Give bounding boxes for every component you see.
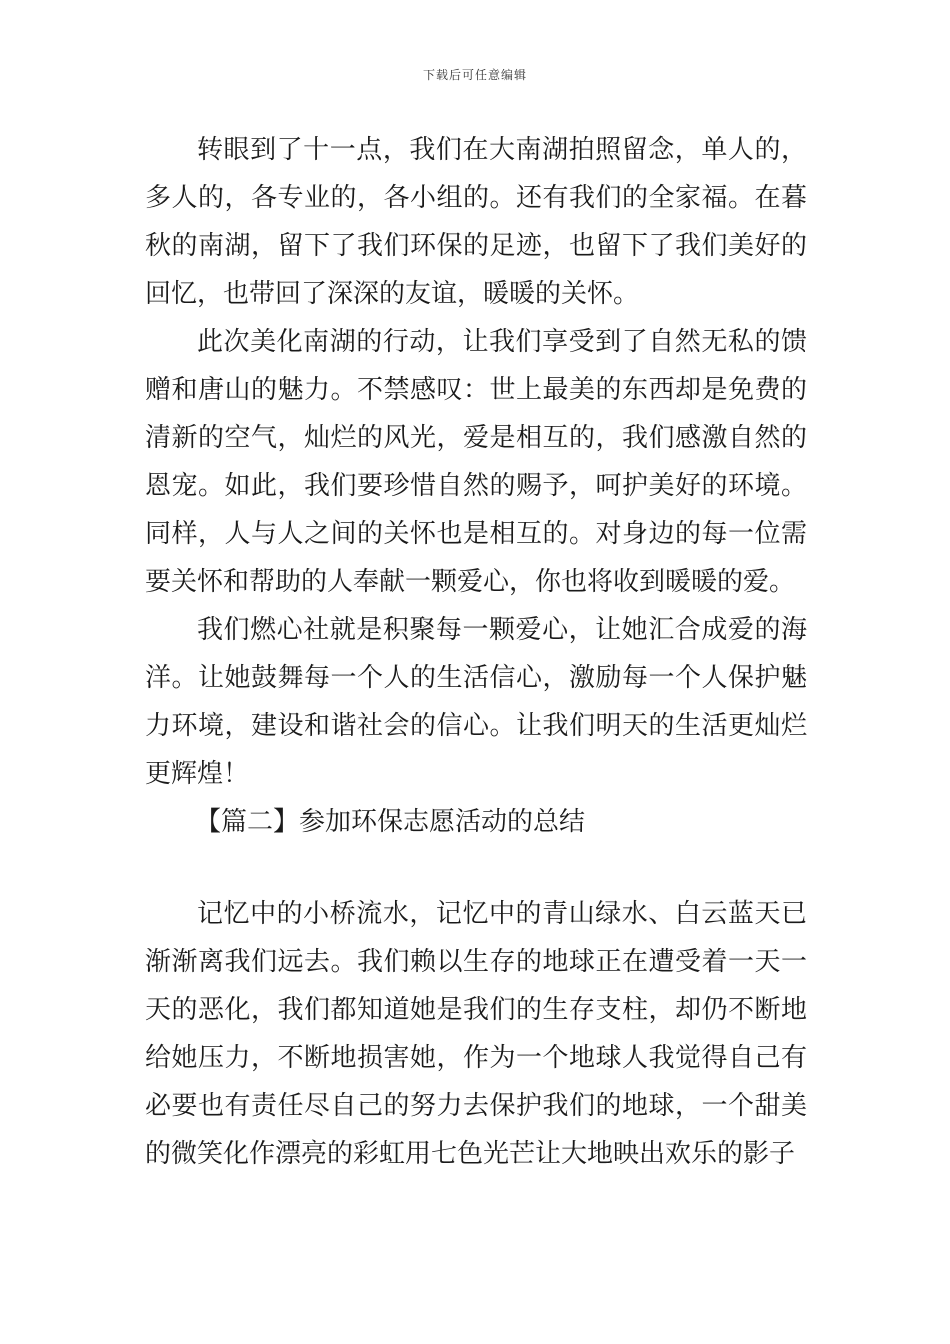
paragraph: 记忆中的小桥流水，记忆中的青山绿水、白云蓝天已渐渐离我们远去。我们赖以生存的地球正在遭受着一天一天的恶化，我们都知道她是我们的生存支柱，却仍不断地给她压力，不断地损害她，作为一个地球人我觉得自己有必要也有责任尽自己的努力去保护我们的地球，一个甜美的微笑化作漂亮的彩虹用七色光芒让大地映出欢乐的影子 <box>145 899 807 1169</box>
document-body <box>145 126 807 1178</box>
paragraph: 此次美化南湖的行动，让我们享受到了自然无私的馈赠和唐山的魅力。不禁感叹：世上最美的东西却是免费的清新的空气，灿烂的风光，爱是相互的，我们感激自然的恩宠。如此，我们要珍惜自然的赐予，呵护美好的环境。同样，人与人之间的关怀也是相互的。对身边的每一位需要关怀和帮助的人奉献一颗爱心，你也将收到暖暖的爱。 <box>145 327 807 597</box>
paragraph: 转眼到了十一点，我们在大南湖拍照留念，单人的，多人的，各专业的，各小组的。还有我们的全家福。在暮秋的南湖，留下了我们环保的足迹，也留下了我们美好的回忆，也带回了深深的友谊，暖暖的关怀。 <box>145 135 807 309</box>
section-spacer <box>145 846 807 890</box>
section-heading: 【篇二】参加环保志愿活动的总结 <box>195 807 586 837</box>
paragraph: 我们燃心社就是积聚每一颗爱心，让她汇合成爱的海洋。让她鼓舞每一个人的生活信心，激励每一个人保护魅力环境，建设和谐社会的信心。让我们明天的生活更灿烂更辉煌！ <box>145 615 807 789</box>
page-header: 下载后可任意编辑 <box>422 68 527 82</box>
